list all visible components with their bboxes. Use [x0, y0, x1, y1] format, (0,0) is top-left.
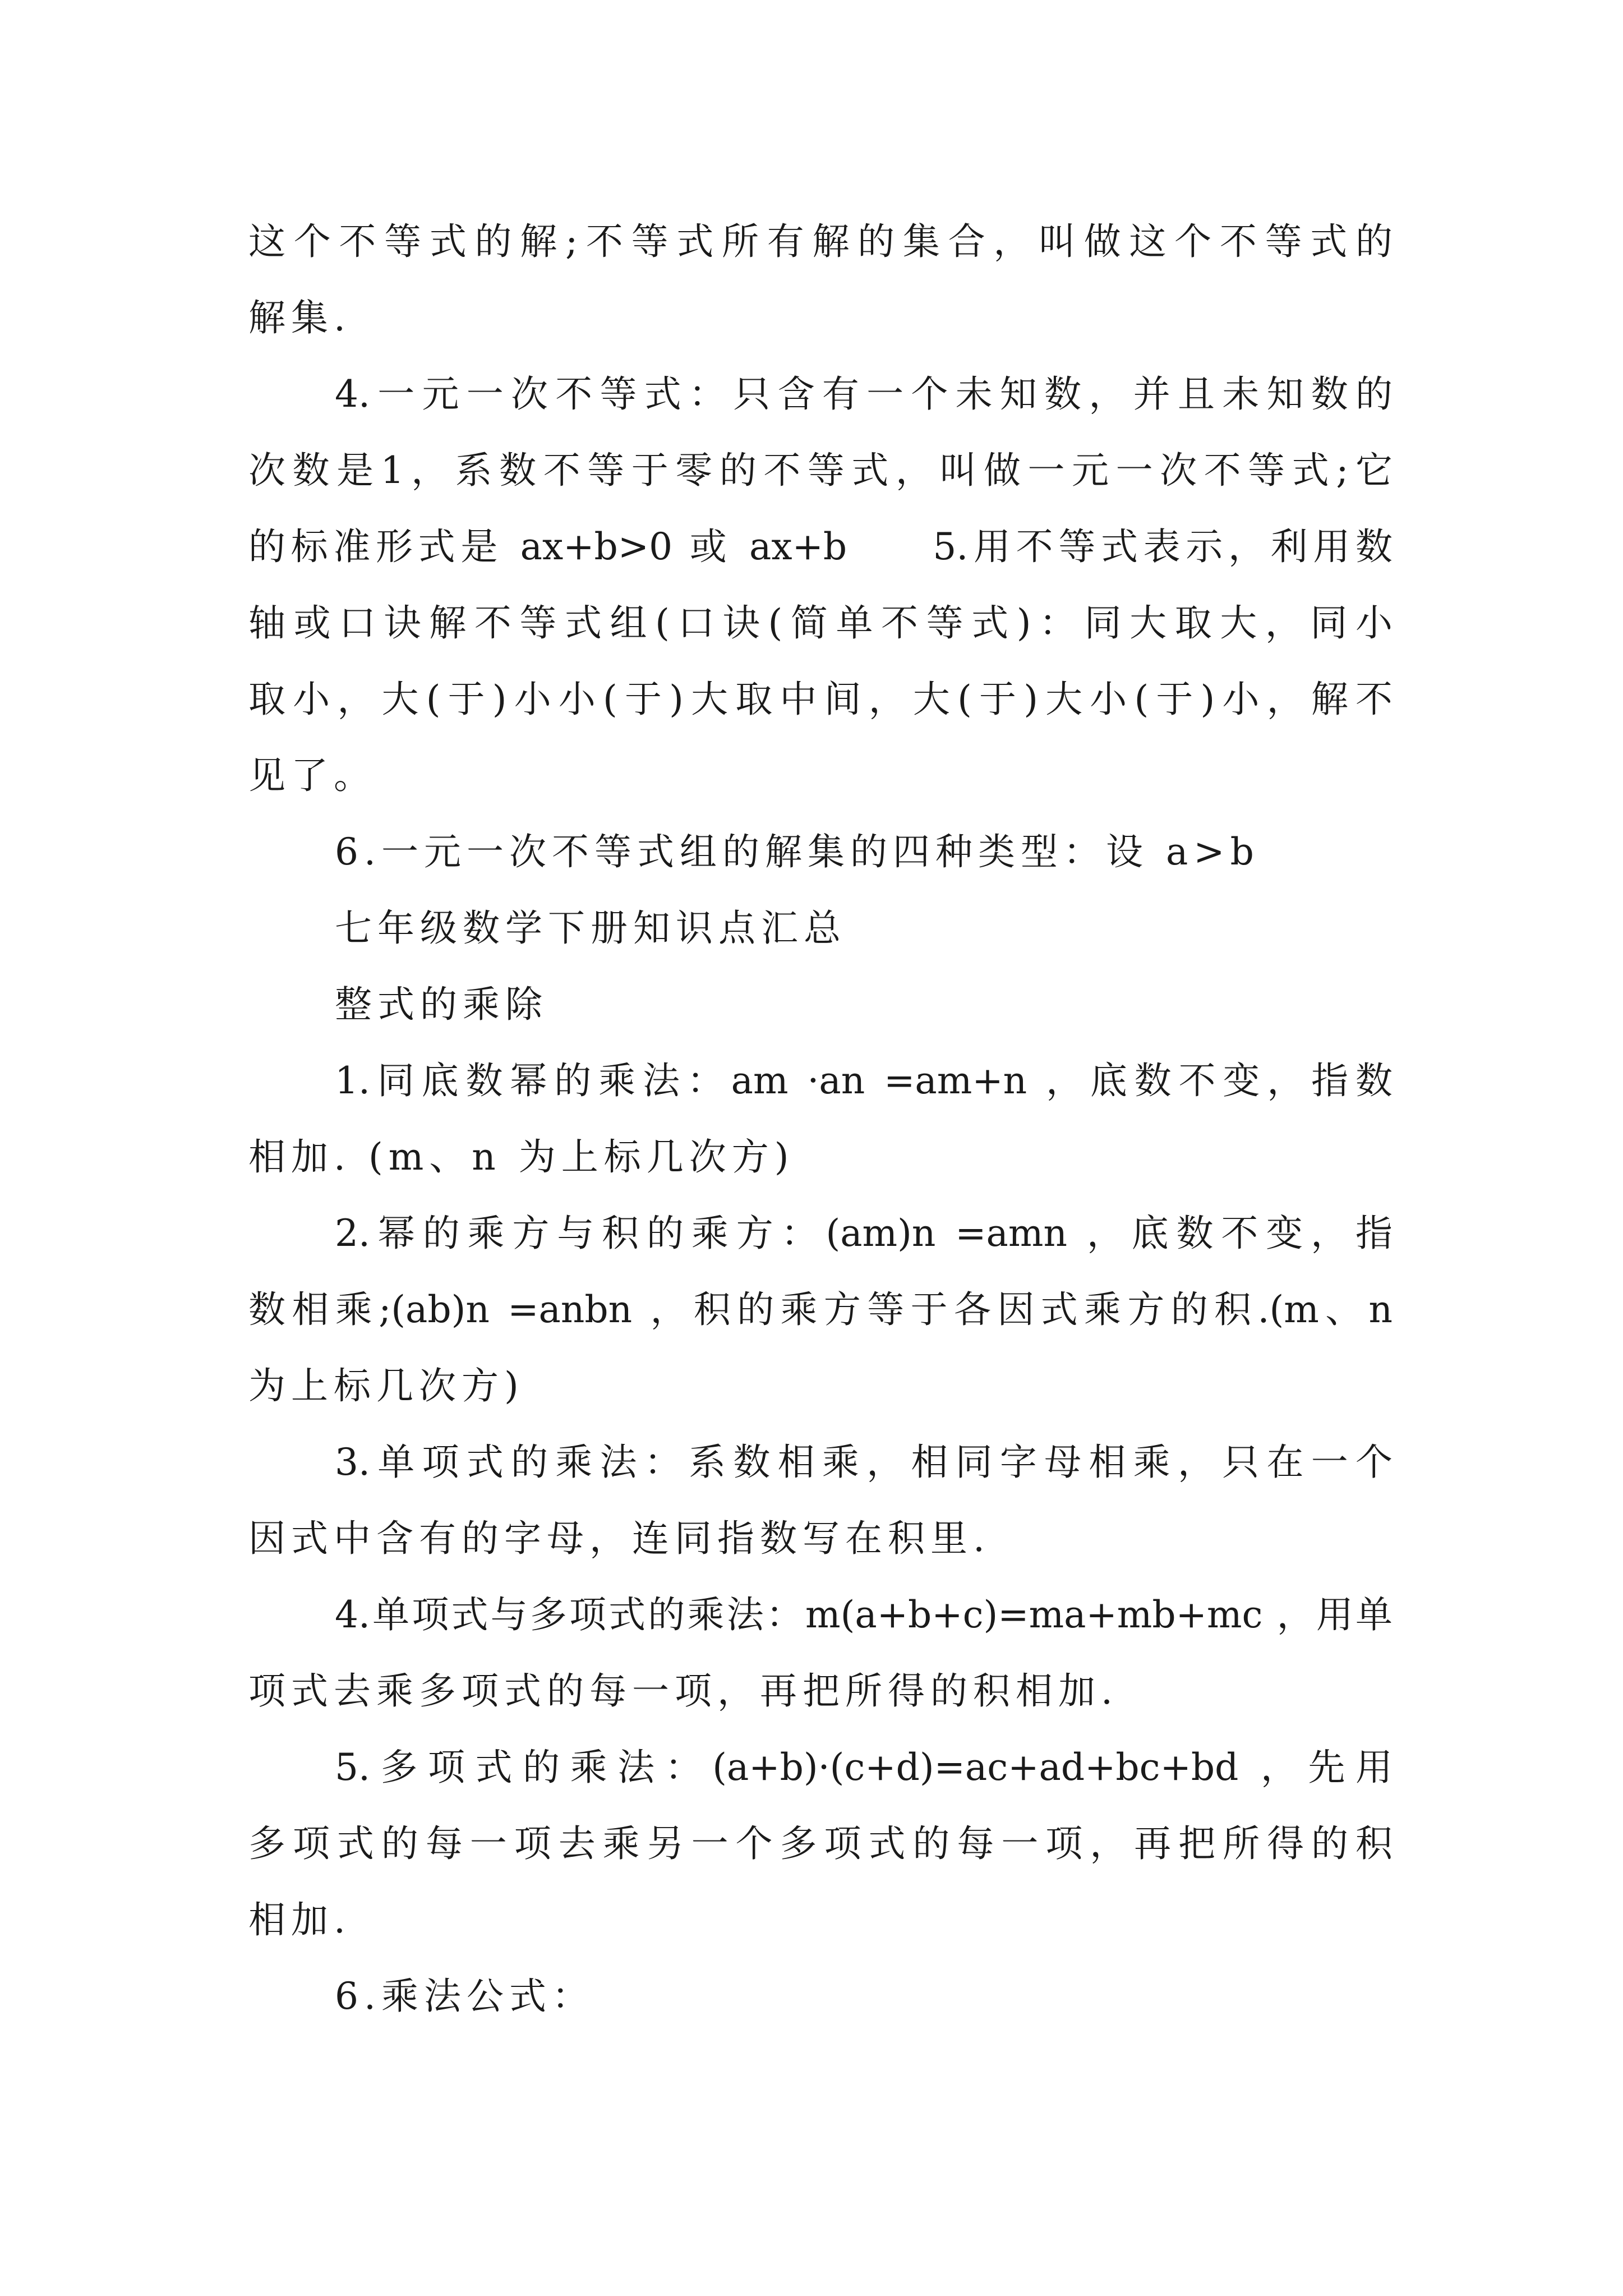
paragraph-7-line-2: 数相乘;(ab)n =anbn ，积的乘方等于各因式乘方的积.(m、n	[248, 1288, 1393, 1331]
paragraph-2-line-4: 轴或口诀解不等式组(口诀(简单不等式)：同大取大，同小	[248, 601, 1393, 645]
paragraph-11-line-1: 6.乘法公式：	[335, 1975, 594, 2018]
paragraph-7-line-3: 为上标几次方)	[248, 1364, 524, 1407]
paragraph-2-line-1: 4.一元一次不等式：只含有一个未知数，并且未知数的	[335, 372, 1393, 416]
paragraph-2-line-6: 见了。	[248, 754, 376, 797]
paragraph-10-line-2: 多项式的每一项去乘另一个多项式的每一项，再把所得的积	[248, 1822, 1393, 1865]
paragraph-3-line-1: 6.一元一次不等式组的解集的四种类型：设 a>b	[335, 830, 1260, 873]
paragraph-7-line-1: 2.幂的乘方与积的乘方：(am)n =amn ，底数不变，指	[335, 1212, 1393, 1255]
paragraph-1-line-1: 这个不等式的解;不等式所有解的集合，叫做这个不等式的	[248, 220, 1393, 263]
paragraph-2-line-3: 的标准形式是 ax+b>0 或 ax+b 5.用不等式表示，利用数	[248, 525, 1393, 568]
paragraph-8-line-1: 3.单项式的乘法：系数相乘，相同字母相乘，只在一个	[335, 1441, 1393, 1484]
paragraph-9-line-1: 4.单项式与多项式的乘法：m(a+b+c)=ma+mb+mc ，用单	[335, 1593, 1393, 1636]
paragraph-10-line-1: 5.多项式的乘法：(a+b)·(c+d)=ac+ad+bc+bd ，先用	[335, 1746, 1393, 1789]
paragraph-6-line-2: 相加. (m、n 为上标几次方)	[248, 1135, 795, 1179]
paragraph-2-line-5: 取小，大(于)小小(于)大取中间，大(于)大小(于)小，解不	[248, 678, 1393, 721]
paragraph-6-line-1: 1.同底数幂的乘法：am ·an =am+n ，底数不变，指数	[335, 1059, 1393, 1102]
paragraph-10-line-3: 相加.	[248, 1898, 351, 1941]
section-heading: 七年级数学下册知识点汇总	[335, 907, 846, 950]
paragraph-2-line-2: 次数是1，系数不等于零的不等式，叫做一元一次不等式;它	[248, 449, 1393, 492]
paragraph-9-line-2: 项式去乘多项式的每一项，再把所得的积相加.	[248, 1669, 1118, 1713]
paragraph-1-line-2: 解集.	[248, 296, 351, 339]
subsection-heading: 整式的乘除	[335, 983, 548, 1026]
paragraph-8-line-2: 因式中含有的字母，连同指数写在积里.	[248, 1517, 990, 1560]
